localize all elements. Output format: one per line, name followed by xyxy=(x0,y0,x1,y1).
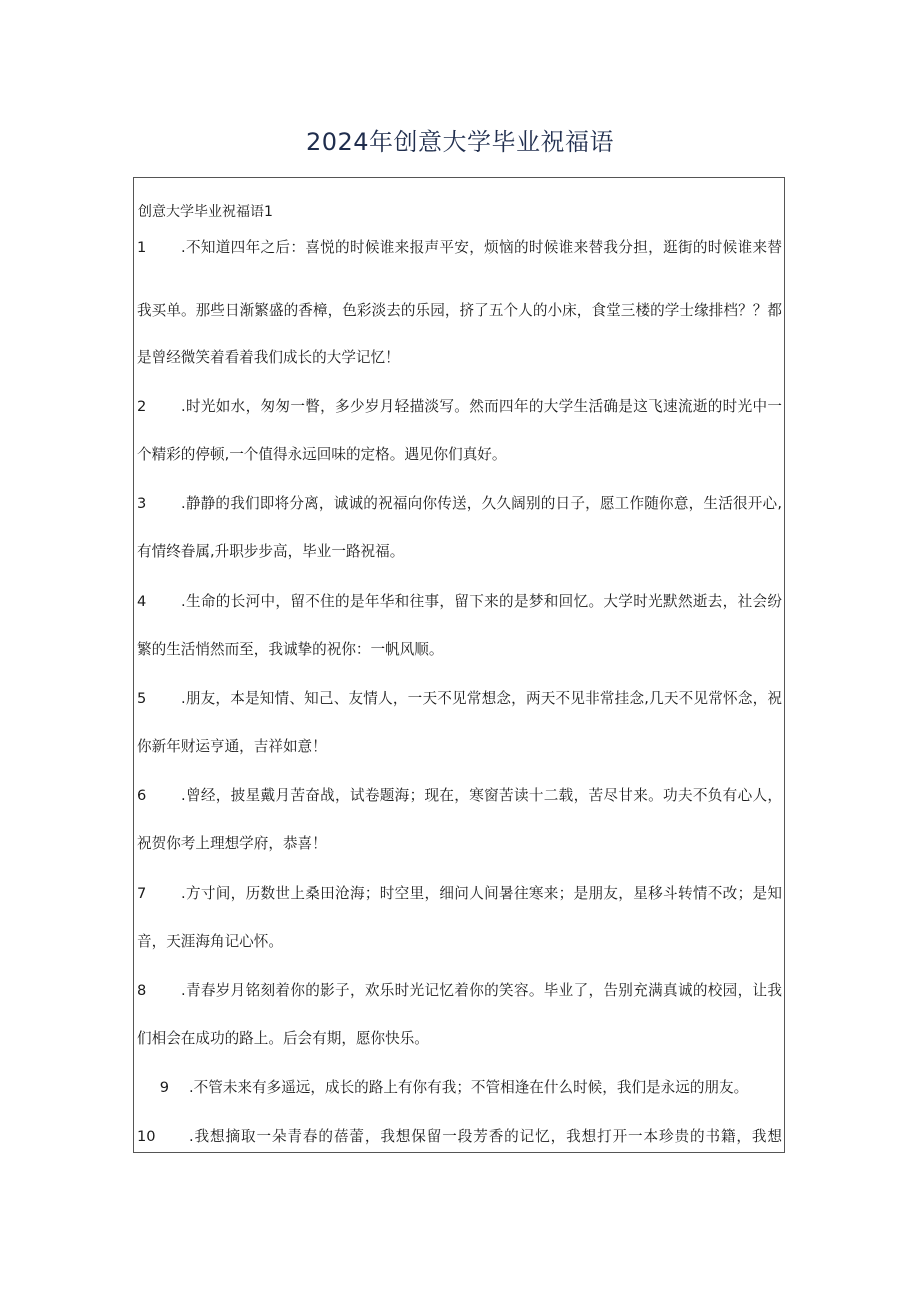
paragraph-line xyxy=(137,880,782,908)
item-number: 2 xyxy=(137,398,147,415)
item-number: 7 xyxy=(137,885,147,902)
item-number: 6 xyxy=(137,787,147,804)
paragraph-line xyxy=(137,490,782,518)
item-number: 1 xyxy=(137,239,147,256)
paragraph-line xyxy=(137,685,782,713)
line-text: .曾经，披星戴月苦奋战，试卷题海；现在，寒窗苦读十二载，苦尽甘来。功夫不负有心人， xyxy=(181,787,782,804)
line-text: 音，天涯海角记心怀。 xyxy=(137,933,283,950)
paragraph-line xyxy=(137,441,782,469)
line-text: .时光如水，匆匆一瞥，多少岁月轻描淡写。然而四年的大学生活确是这飞速流逝的时光中一 xyxy=(181,398,782,415)
page-title: 2024年创意大学毕业祝福语 xyxy=(305,128,615,156)
paragraph-line xyxy=(137,538,782,566)
line-text: 是曾经微笑着看着我们成长的大学记忆！ xyxy=(137,349,400,366)
line-text: 我买单。那些日渐繁盛的香樟，色彩淡去的乐园，挤了五个人的小床，食堂三楼的学士缘排档？？都 xyxy=(137,302,782,319)
section-heading: 创意大学毕业祝福语1 xyxy=(138,204,273,220)
paragraph-line xyxy=(137,733,782,761)
paragraph-line xyxy=(137,782,782,810)
paragraph-line xyxy=(137,1123,782,1151)
paragraph-line xyxy=(137,636,782,664)
paragraph-line xyxy=(137,1074,782,1102)
line-text: .方寸间，历数世上桑田沧海；时空里，细问人间暑往寒来；是朋友，星移斗转情不改；是知 xyxy=(181,885,782,902)
line-text: 繁的生活悄然而至，我诚挚的祝你：一帆风顺。 xyxy=(137,641,444,658)
line-text: .不管未来有多遥远，成长的路上有你有我；不管相逢在什么时候，我们是永远的朋友。 xyxy=(189,1079,749,1096)
item-number: 10 xyxy=(137,1128,156,1145)
item-number: 3 xyxy=(137,495,147,512)
content-frame xyxy=(133,177,785,1153)
paragraph-line xyxy=(137,297,782,325)
item-number: 4 xyxy=(137,593,147,610)
paragraph-line xyxy=(137,977,782,1005)
item-number: 5 xyxy=(137,690,147,707)
paragraph-line xyxy=(137,234,782,262)
line-text: .青春岁月铭刻着你的影子，欢乐时光记忆着你的笑容。毕业了，告别充满真诚的校园，让我 xyxy=(181,982,782,999)
line-text: 你新年财运亨通，吉祥如意！ xyxy=(137,738,327,755)
item-number: 9 xyxy=(159,1079,169,1096)
paragraph-line xyxy=(137,1025,782,1053)
line-text: .不知道四年之后：喜悦的时候谁来报声平安，烦恼的时候谁来替我分担，逛街的时候谁来替 xyxy=(181,239,782,256)
line-text: 个精彩的停顿,一个值得永远回味的定格。遇见你们真好。 xyxy=(137,446,507,463)
paragraph-line xyxy=(137,344,782,372)
paragraph-line xyxy=(137,928,782,956)
paragraph-line xyxy=(137,588,782,616)
line-text: .我想摘取一朵青春的蓓蕾，我想保留一段芳香的记忆，我想打开一本珍贵的书籍，我想 xyxy=(189,1128,782,1145)
line-text: .朋友，本是知情、知己、友情人，一天不见常想念，两天不见非常挂念,几天不见常怀念，祝 xyxy=(181,690,782,707)
line-text: .生命的长河中，留不住的是年华和往事，留下来的是梦和回忆。大学时光默然逝去，社会纷 xyxy=(181,593,782,610)
line-text: 们相会在成功的路上。后会有期，愿你快乐。 xyxy=(137,1030,429,1047)
item-number: 8 xyxy=(137,982,147,999)
paragraph-line xyxy=(137,830,782,858)
line-text: .静静的我们即将分离，诚诚的祝福向你传送，久久阔别的日子，愿工作随你意，生活很开心, xyxy=(181,495,782,512)
line-text: 祝贺你考上理想学府，恭喜！ xyxy=(137,835,327,852)
paragraph-line xyxy=(137,393,782,421)
line-text: 有情终眷属,升职步步高，毕业一路祝福。 xyxy=(137,543,405,560)
